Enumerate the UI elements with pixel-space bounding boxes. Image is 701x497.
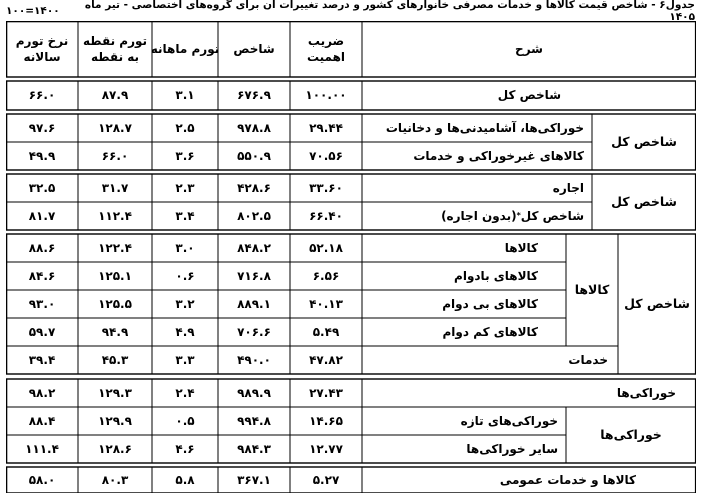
cell-p2p <box>78 174 152 202</box>
row-description <box>362 346 618 374</box>
row-description-label: کالاهای بادوام <box>454 268 538 283</box>
cell-p2p <box>78 435 152 463</box>
cell-weight-value: ۷۰.۵۶ <box>309 148 343 163</box>
header-description-label: شرح <box>515 41 543 56</box>
cell-monthly-value: ۳.۴ <box>175 208 195 223</box>
cell-index <box>218 318 290 346</box>
cell-annual-value: ۱۱۱.۴ <box>25 441 59 456</box>
cell-monthly <box>152 81 218 110</box>
header-point-to-point <box>78 21 152 77</box>
row-description <box>362 407 566 435</box>
cell-monthly-value: ۳.۳ <box>175 352 195 367</box>
row-description-label: خوراکی‌های تازه <box>460 413 558 428</box>
row-description <box>362 202 592 230</box>
cell-index-value: ۵۵۰.۹ <box>237 148 271 163</box>
cell-annual <box>6 262 78 290</box>
cell-monthly-value: ۰.۵ <box>175 413 195 428</box>
row-description <box>362 262 566 290</box>
cell-weight-value: ۶۶.۴۰ <box>309 208 343 223</box>
cell-weight <box>290 318 362 346</box>
cell-index-value: ۹۹۴.۸ <box>237 413 271 428</box>
cell-index-value: ۷۱۶.۸ <box>237 268 271 283</box>
group-goods-label: کالاها <box>574 281 610 297</box>
cell-p2p-value: ۸۰.۳ <box>101 472 129 487</box>
header-weight-line: اهمیت <box>306 50 346 64</box>
cell-weight-value: ۱۰۰.۰۰ <box>305 88 347 103</box>
footnote-mark: * <box>516 210 521 220</box>
cell-p2p-value: ۱۲۹.۹ <box>98 413 132 428</box>
header-index-label: شاخص <box>233 41 275 56</box>
cell-weight-value: ۵.۴۹ <box>312 324 340 339</box>
cell-annual <box>6 318 78 346</box>
cell-weight <box>290 234 362 262</box>
cell-monthly <box>152 202 218 230</box>
header-p2p-line: تورم نقطه <box>82 33 148 48</box>
cell-p2p-value: ۴۵.۳ <box>101 352 129 367</box>
cell-index-value: ۸۰۲.۵ <box>237 208 271 223</box>
cell-index-value: ۷۰۶.۶ <box>237 324 271 339</box>
cell-index <box>218 379 290 407</box>
cell-weight-value: ۶.۵۶ <box>312 268 340 283</box>
cell-p2p <box>78 346 152 374</box>
cell-annual-value: ۳۲.۵ <box>28 180 56 195</box>
cell-p2p <box>78 234 152 262</box>
cell-index-value: ۶۷۶.۹ <box>237 88 271 103</box>
cell-p2p <box>78 202 152 230</box>
cell-annual <box>6 346 78 374</box>
cell-weight-value: ۱۴.۶۵ <box>309 413 343 428</box>
cell-monthly-value: ۳.۰ <box>175 240 195 255</box>
cell-monthly-value: ۳.۱ <box>175 88 195 103</box>
cell-monthly-value: ۲.۴ <box>175 385 195 400</box>
cell-monthly <box>152 174 218 202</box>
cell-monthly <box>152 318 218 346</box>
cell-monthly-value: ۵.۸ <box>175 472 195 487</box>
cell-monthly <box>152 407 218 435</box>
cell-p2p <box>78 467 152 493</box>
cell-index-value: ۹۸۴.۳ <box>237 441 271 456</box>
cell-monthly-value: ۰.۶ <box>175 268 195 283</box>
row-description-label: سایر خوراکی‌ها <box>466 441 558 456</box>
cell-monthly-value: ۴.۶ <box>175 441 195 456</box>
cell-monthly <box>152 114 218 142</box>
cell-index-value: ۸۸۹.۱ <box>237 296 271 311</box>
cell-weight <box>290 81 362 110</box>
cell-annual-value: ۶۶.۰ <box>28 88 56 103</box>
cell-monthly-value: ۳.۶ <box>175 148 195 163</box>
cell-index <box>218 81 290 110</box>
cell-weight <box>290 174 362 202</box>
cell-annual-value: ۸۸.۶ <box>28 240 56 255</box>
group-food-label: خوراکی‌ها <box>600 426 662 442</box>
group-main-index-2-label: شاخص کل <box>611 193 677 209</box>
header-p2p-line: به نقطه <box>90 50 140 64</box>
cell-index-value: ۹۸۹.۹ <box>237 385 271 400</box>
cell-p2p <box>78 407 152 435</box>
table-caption <box>6 0 695 23</box>
cell-p2p-value: ۱۱۲.۴ <box>98 208 132 223</box>
cell-p2p <box>78 318 152 346</box>
header-annual-line: نرخ تورم <box>15 33 69 48</box>
row-description <box>362 142 592 170</box>
cell-weight <box>290 379 362 407</box>
cell-monthly <box>152 290 218 318</box>
cell-weight <box>290 202 362 230</box>
cell-annual <box>6 234 78 262</box>
cell-monthly-value: ۲.۳ <box>175 180 195 195</box>
cell-weight-value: ۵۲.۱۸ <box>309 240 343 255</box>
row-description <box>362 435 566 463</box>
group-main-index-label: شاخص کل <box>611 133 677 149</box>
header-weight-line: ضریب <box>307 33 345 48</box>
group-main-index-3-label: شاخص کل <box>624 295 690 311</box>
row-description-label: خوراکی‌ها، آشامیدنی‌ها و دخانیات <box>385 120 584 135</box>
header-index <box>218 21 290 77</box>
cell-annual <box>6 435 78 463</box>
cell-annual <box>6 114 78 142</box>
cell-weight <box>290 114 362 142</box>
row-description-label: کالاهای کم دوام <box>442 324 538 339</box>
cell-weight <box>290 346 362 374</box>
cell-monthly <box>152 467 218 493</box>
header-description <box>362 21 696 77</box>
row-description <box>362 290 566 318</box>
cell-p2p <box>78 290 152 318</box>
row-description-label: کالاها <box>504 240 538 255</box>
cell-annual <box>6 467 78 493</box>
cell-p2p-value: ۱۲۸.۷ <box>98 120 132 135</box>
cell-annual <box>6 379 78 407</box>
row-description <box>362 379 696 407</box>
cell-annual-value: ۵۹.۷ <box>28 324 56 339</box>
cell-annual-value: ۹۷.۶ <box>28 120 56 135</box>
cell-index <box>218 467 290 493</box>
base-year: ۱۰۰=۱۴۰۰ <box>6 5 60 17</box>
cell-annual-value: ۸۸.۴ <box>28 413 56 428</box>
row-description-label: کالاهای غیرخوراکی و خدمات <box>413 148 584 163</box>
row-description-label: کالاهای بی دوام <box>442 296 538 311</box>
cell-weight <box>290 407 362 435</box>
cell-p2p <box>78 114 152 142</box>
group-main-index-3 <box>618 234 696 374</box>
group-main-index <box>592 114 696 170</box>
cell-p2p <box>78 262 152 290</box>
cell-index-value: ۴۹۰.۰ <box>237 352 271 367</box>
cell-monthly <box>152 142 218 170</box>
cell-index-value: ۸۴۸.۲ <box>237 240 271 255</box>
header-annual-line: سالانه <box>23 50 61 64</box>
cell-monthly <box>152 379 218 407</box>
header-monthly <box>152 21 218 77</box>
cell-index <box>218 174 290 202</box>
header-weight <box>290 21 362 77</box>
row-description-label: شاخص کل <box>520 208 584 223</box>
cell-annual-value: ۵۸.۰ <box>28 472 56 487</box>
cell-p2p-value: ۱۲۵.۵ <box>98 296 132 311</box>
cell-index <box>218 142 290 170</box>
row-description <box>362 114 592 142</box>
row-description <box>362 174 592 202</box>
row-description <box>362 318 566 346</box>
row-description <box>362 234 566 262</box>
cell-index-value: ۹۷۸.۸ <box>237 120 271 135</box>
cell-annual-value: ۴۹.۹ <box>28 148 56 163</box>
cell-annual <box>6 81 78 110</box>
cell-weight-value: ۴۷.۸۲ <box>309 352 343 367</box>
cell-annual-value: ۸۱.۷ <box>28 208 56 223</box>
cell-annual-value: ۳۹.۴ <box>28 352 56 367</box>
cell-annual <box>6 174 78 202</box>
cell-p2p <box>78 142 152 170</box>
cell-index <box>218 346 290 374</box>
cell-annual <box>6 142 78 170</box>
cell-index <box>218 234 290 262</box>
row-description-suffix: (بدون اجاره) <box>441 208 517 223</box>
cell-monthly-value: ۴.۹ <box>175 324 195 339</box>
cell-monthly <box>152 435 218 463</box>
cell-p2p-value: ۱۲۹.۳ <box>98 385 132 400</box>
cell-weight-value: ۴۰.۱۳ <box>309 296 343 311</box>
cell-p2p <box>78 379 152 407</box>
cell-annual <box>6 290 78 318</box>
cell-index <box>218 290 290 318</box>
cell-weight-value: ۱۲.۷۷ <box>309 441 343 456</box>
cell-p2p-value: ۶۶.۰ <box>101 148 129 163</box>
header-monthly-label: تورم ماهانه <box>150 41 220 56</box>
cell-monthly <box>152 262 218 290</box>
cell-weight-value: ۲۹.۴۴ <box>309 120 343 135</box>
group-main-index-2 <box>592 174 696 230</box>
row-description-label: کالاها و خدمات عمومی <box>499 472 636 487</box>
row-description-label: خدمات <box>568 352 608 367</box>
header-annual <box>6 21 78 77</box>
cell-index <box>218 435 290 463</box>
cell-weight-value: ۲۷.۴۳ <box>309 385 343 400</box>
cell-weight <box>290 467 362 493</box>
cell-monthly-value: ۲.۵ <box>175 120 195 135</box>
cell-index <box>218 262 290 290</box>
cell-p2p-value: ۱۲۵.۱ <box>98 268 132 283</box>
cell-p2p <box>78 81 152 110</box>
cell-weight <box>290 290 362 318</box>
cell-p2p-value: ۸۷.۹ <box>101 88 129 103</box>
cell-annual-value: ۸۴.۶ <box>28 268 56 283</box>
cell-p2p-value: ۳۱.۷ <box>101 180 129 195</box>
cell-index-value: ۳۶۷.۱ <box>237 472 271 487</box>
table-title: جدول۶ - شاخص قیمت کالاها و خدمات مصرفی خانوارهای کشور و درصد تغییرات آن برای گروه‌های اختصاصی - تیر ماه ۱۴۰۵ <box>84 0 695 23</box>
cell-annual-value: ۹۳.۰ <box>28 296 56 311</box>
row-description-label: اجاره <box>552 180 584 195</box>
cell-index <box>218 114 290 142</box>
cell-annual <box>6 407 78 435</box>
cell-weight <box>290 262 362 290</box>
row-description-label: شاخص کل <box>497 88 561 103</box>
row-description <box>362 81 696 110</box>
cell-monthly <box>152 234 218 262</box>
cpi-table <box>6 21 696 493</box>
row-description-label: خوراکی‌ها <box>616 385 676 400</box>
cell-monthly <box>152 346 218 374</box>
cell-weight-value: ۵.۲۷ <box>312 472 340 487</box>
group-goods <box>566 234 618 346</box>
cell-weight-value: ۳۳.۶۰ <box>309 180 343 195</box>
cell-p2p-value: ۹۴.۹ <box>101 324 129 339</box>
group-food <box>566 407 696 463</box>
cell-monthly-value: ۳.۲ <box>175 296 195 311</box>
cell-p2p-value: ۱۲۲.۴ <box>98 240 132 255</box>
cell-index-value: ۴۲۸.۶ <box>237 180 271 195</box>
cell-index <box>218 407 290 435</box>
row-description <box>362 467 696 493</box>
cell-annual-value: ۹۸.۲ <box>28 385 56 400</box>
cell-weight <box>290 435 362 463</box>
cell-index <box>218 202 290 230</box>
cell-weight <box>290 142 362 170</box>
cell-annual <box>6 202 78 230</box>
cell-p2p-value: ۱۲۸.۶ <box>98 441 132 456</box>
